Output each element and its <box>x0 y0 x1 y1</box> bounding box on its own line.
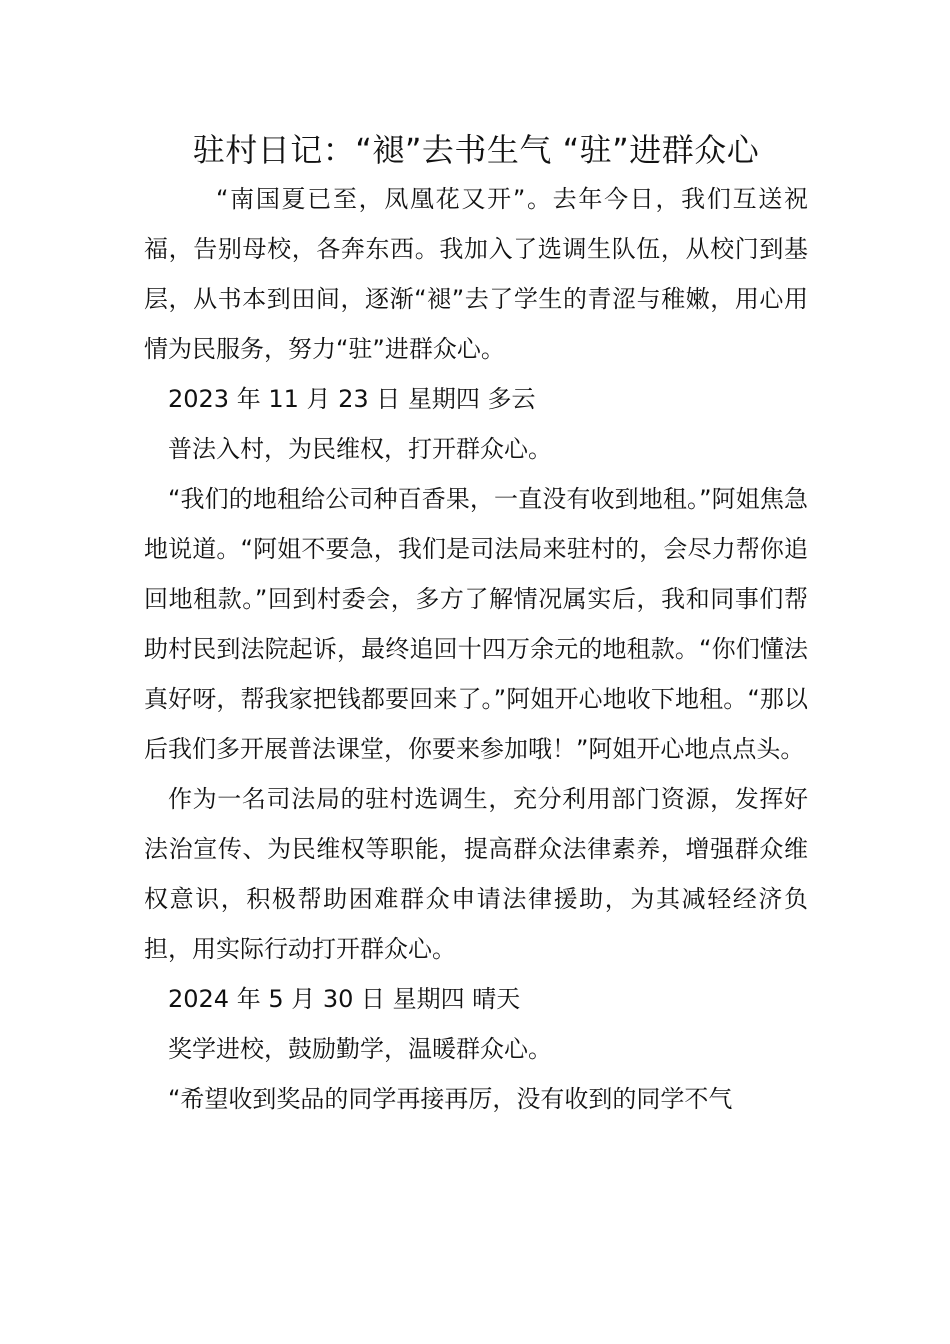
intro-paragraph: “南国夏已至，凤凰花又开”。去年今日，我们互送祝福，告别母校，各奔东西。我加入了选调生队伍，从校门到基层，从书本到田间，逐渐“褪”去了学生的青涩与稚嫩，用心用情为民服务，努力“驻”进群众心。 <box>144 185 808 363</box>
diary-date-2: 2024 年 5 月 30 日 星期四 晴天 <box>168 985 521 1013</box>
story-paragraph-1: “我们的地租给公司种百香果，一直没有收到地租。”阿姐焦急地说道。“阿姐不要急，我们是司法局来驻村的，会尽力帮你追回地租款。”回到村委会，多方了解情况属实后，我和同事们帮助村民到法院起诉，最终追回十四万余元的地租款。“你们懂法真好呀，帮我家把钱都要回来了。”阿姐开心地收下地租。“那以后我们多开展普法课堂，你要来参加哦！”阿姐开心地点点头。 <box>144 485 808 763</box>
section-heading-1: 普法入村，为民维权，打开群众心。 <box>168 435 552 463</box>
document-body <box>144 128 808 1124</box>
document-title: 驻村日记：“褪”去书生气 “驻”进群众心 <box>192 131 760 169</box>
section-heading-2: 奖学进校，鼓励勤学，温暖群众心。 <box>168 1035 552 1063</box>
story-paragraph-2: “希望收到奖品的同学再接再厉，没有收到的同学不气 <box>168 1085 733 1113</box>
reflection-paragraph-1: 作为一名司法局的驻村选调生，充分利用部门资源，发挥好法治宣传、为民维权等职能，提高群众法律素养，增强群众维权意识，积极帮助困难群众申请法律援助，为其减轻经济负担，用实际行动打开群众心。 <box>144 785 808 963</box>
diary-date-1: 2023 年 11 月 23 日 星期四 多云 <box>168 385 536 413</box>
